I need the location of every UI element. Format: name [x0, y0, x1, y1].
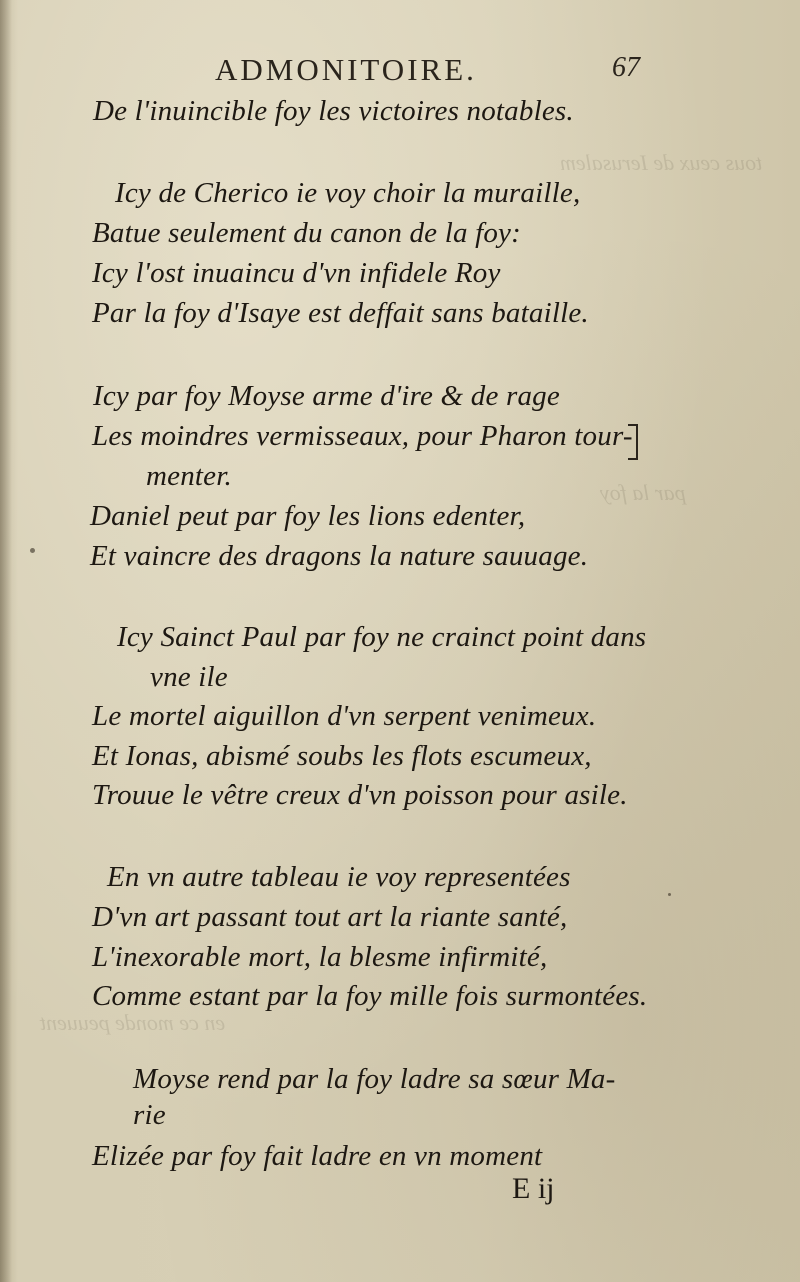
verse-line: Elizée par foy fait ladre en vn moment — [92, 1140, 543, 1172]
verse-line: Icy de Cherico ie voy choir la muraille, — [115, 177, 581, 209]
verse-line: Trouue le vêtre creux d'vn poisson pour asile. — [92, 779, 628, 811]
verse-line: L'inexorable mort, la blesme infirmité, — [92, 941, 548, 973]
verse-line: Comme estant par la foy mille fois surmontées. — [92, 980, 648, 1012]
verse-line: D'vn art passant tout art la riante santé, — [92, 901, 568, 933]
hyphen-bracket — [628, 424, 638, 460]
ink-speck — [668, 893, 671, 896]
verse-line: menter. — [146, 460, 232, 492]
verse-line: Moyse rend par la foy ladre sa sœur Ma- — [133, 1063, 616, 1095]
show-through-text: en ce monde peuuent — [40, 1010, 226, 1035]
verse-line: Et Ionas, abismé soubs les flots escumeux, — [92, 740, 592, 772]
show-through-text: par la foy — [600, 480, 686, 505]
binding-shadow — [0, 0, 12, 1282]
verse-line: rie — [133, 1099, 166, 1131]
page-number: 67 — [612, 52, 640, 83]
show-through-text: tous ceux de Ierusalem — [560, 150, 763, 175]
verse-line: Batue seulement du canon de la foy: — [92, 217, 521, 249]
ink-speck — [30, 548, 35, 553]
signature-mark: E ij — [512, 1172, 555, 1205]
verse-line: vne ile — [150, 661, 228, 693]
verse-line: Les moindres vermisseaux, pour Pharon tour- — [92, 420, 633, 452]
verse-line: Et vaincre des dragons la nature sauuage. — [90, 540, 589, 572]
verse-line: Icy l'ost inuaincu d'vn infidele Roy — [92, 257, 501, 289]
verse-line: Daniel peut par foy les lions edenter, — [90, 500, 526, 532]
verse-line: Icy Sainct Paul par foy ne crainct point dans — [117, 621, 647, 653]
running-title: ADMONITOIRE. — [215, 52, 477, 87]
verse-line: En vn autre tableau ie voy representées — [107, 861, 571, 893]
verse-line: De l'inuincible foy les victoires notables. — [93, 95, 574, 127]
verse-line: Par la foy d'Isaye est deffait sans bataille. — [92, 297, 589, 329]
verse-line: Icy par foy Moyse arme d'ire & de rage — [93, 380, 560, 412]
verse-line: Le mortel aiguillon d'vn serpent venimeux. — [92, 700, 597, 732]
